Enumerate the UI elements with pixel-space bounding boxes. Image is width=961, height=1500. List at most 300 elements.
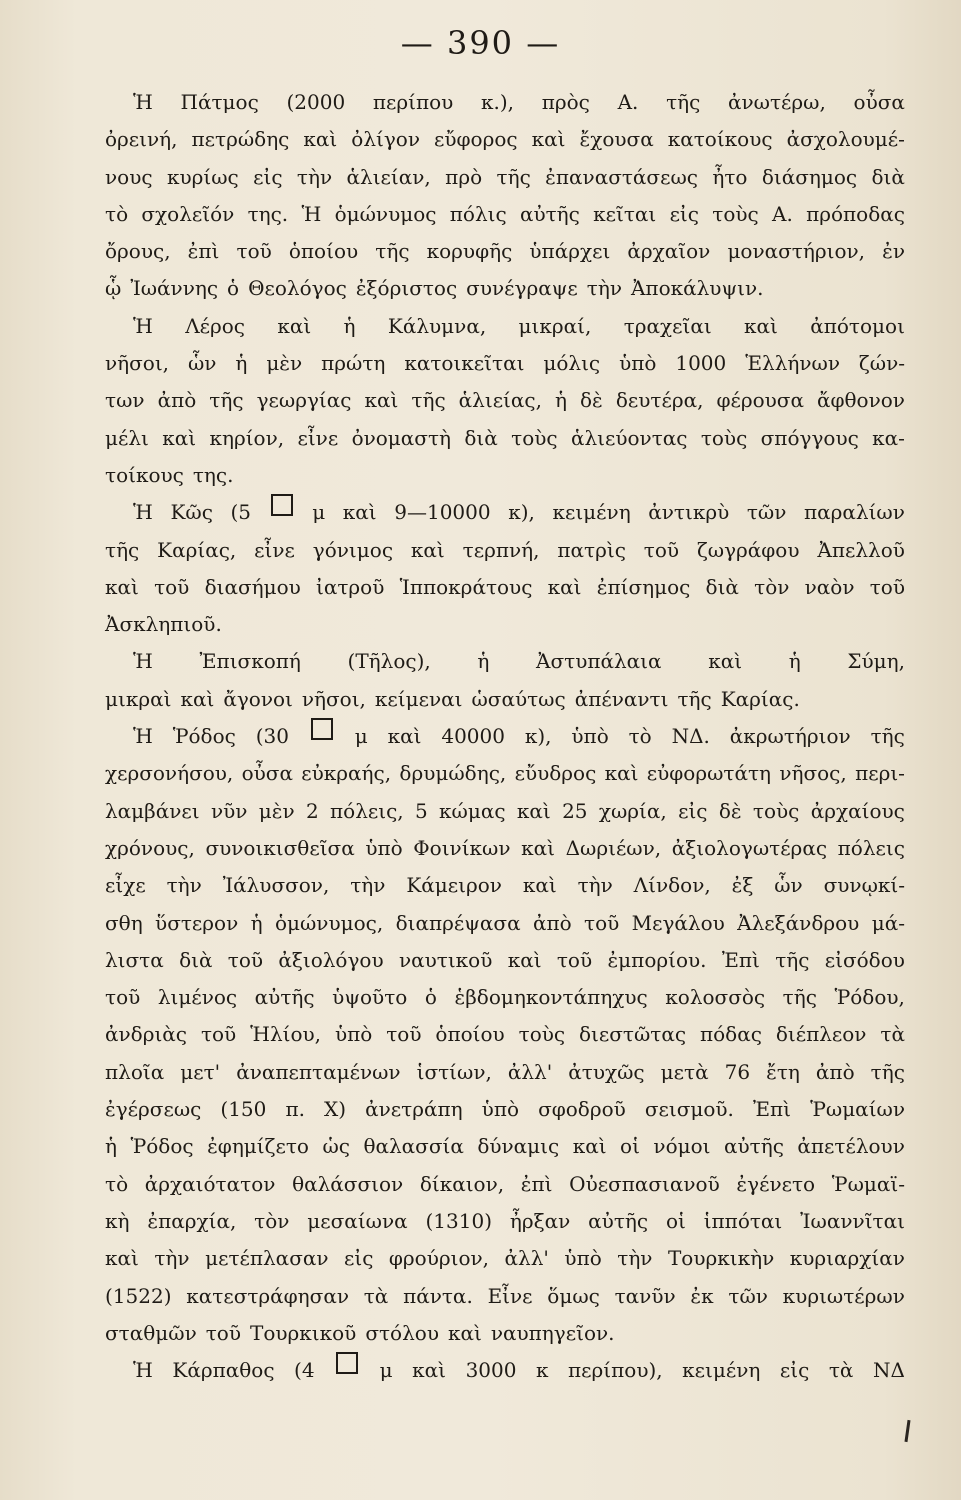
text-line <box>105 1240 905 1277</box>
text-line <box>105 1054 905 1091</box>
word: ὧν <box>774 873 803 898</box>
word: πόλις <box>449 201 507 226</box>
word: ὡσαύτως <box>471 686 566 711</box>
word: κώμας <box>439 798 506 823</box>
text-line <box>105 942 905 979</box>
word: τῆς <box>775 947 810 972</box>
word: λαμβάνει <box>105 798 200 823</box>
word: ᾧ <box>105 276 122 301</box>
word: 1000 <box>675 351 727 376</box>
word: Ἀστυπάλαια <box>536 649 662 674</box>
word: ὧν <box>187 351 217 376</box>
word: ἡ <box>788 649 801 674</box>
word: καὶ <box>303 127 338 152</box>
word: τὸν <box>254 1208 290 1233</box>
word: οἱ <box>665 1208 686 1233</box>
word: εἰς <box>344 1246 374 1271</box>
word: εἰς <box>669 201 699 226</box>
word: (4 <box>294 1358 315 1383</box>
word: Α. <box>772 201 793 226</box>
text-line <box>105 159 905 196</box>
word: καὶ <box>744 313 778 338</box>
word: ἐμπορίου. <box>607 947 707 972</box>
word: κ), <box>508 500 535 525</box>
word: καὶ <box>447 1320 482 1345</box>
word: Οὐεσπασιανοῦ <box>569 1171 720 1196</box>
word: Καρίας, <box>157 537 237 562</box>
word: Μεγάλου <box>631 910 725 935</box>
word: φέρουσα <box>716 388 804 413</box>
word: τῆς <box>870 1059 905 1084</box>
text-line <box>105 1315 905 1352</box>
word: συνοικισθεῖσα <box>205 835 355 860</box>
text-line <box>105 830 905 867</box>
word: Δωριέων, <box>565 835 662 860</box>
word: κα- <box>872 425 905 450</box>
word: Κάρπαθος <box>172 1358 275 1383</box>
word: ἦτο <box>712 164 748 189</box>
word: Ἡ <box>133 313 153 338</box>
word: πρὸ <box>445 164 483 189</box>
word: Ἡ <box>133 500 153 525</box>
word: μ <box>312 500 326 525</box>
text-line <box>105 457 905 494</box>
word: καὶ <box>105 574 139 599</box>
word: ἀρχαῖον <box>627 239 711 264</box>
word: περίπου <box>372 90 454 114</box>
word: Ἐπισκοπή <box>199 649 301 674</box>
word: θαλασσία <box>363 1134 464 1159</box>
word: λιστα <box>105 947 164 972</box>
word: δίκαιον, <box>419 1171 505 1196</box>
word: πάντα. <box>403 1283 473 1308</box>
word: τῆς <box>666 90 701 114</box>
text-line <box>105 1128 905 1165</box>
word: τοῦ <box>386 1022 422 1047</box>
word: ἀπότομοι <box>810 313 905 338</box>
word: ἀξιολογωτέρας <box>671 835 828 860</box>
word: ἡ <box>477 649 490 674</box>
word: Ἡ <box>301 201 322 226</box>
word: τῆς <box>105 537 140 562</box>
word: τὴν <box>350 873 386 898</box>
word: σπόγγους <box>760 425 859 450</box>
word: (Τῆλος), <box>347 649 431 674</box>
word: ΝΔ <box>872 1358 905 1383</box>
word: καὶ <box>412 1358 447 1383</box>
text-line <box>105 532 905 569</box>
word: διεστῶτας <box>579 1022 687 1047</box>
word: καὶ <box>522 873 557 898</box>
word: Ἀποκάλυψιν. <box>630 276 764 301</box>
word: μά- <box>871 910 905 935</box>
word: ἡ <box>235 351 248 376</box>
word: ὄρους, <box>105 239 171 264</box>
word: Πάτμος <box>180 90 259 114</box>
word: Ἡ <box>133 1358 153 1383</box>
word: τῆς <box>782 985 817 1010</box>
word: τῆς <box>375 239 410 264</box>
word: τὴν <box>296 164 333 189</box>
body-text <box>105 84 905 1389</box>
word: γόνιμος <box>312 537 394 562</box>
word: μεσαίωνα <box>307 1208 408 1233</box>
word: καὶ <box>342 500 377 525</box>
word: κ), <box>524 724 552 749</box>
word: ἁλιείαν, <box>346 164 431 189</box>
word: οὖσα <box>853 90 905 114</box>
word: οἱ <box>620 1134 640 1159</box>
word: γεωργίας <box>256 388 352 413</box>
word: Χ) <box>324 1097 347 1122</box>
word: ἀξιολόγου <box>278 947 384 972</box>
word: ὁ <box>424 985 437 1010</box>
word: πετρώδης <box>191 127 290 152</box>
word: ἐγέρσεως <box>105 1097 202 1122</box>
word: χρόνους, <box>105 835 195 860</box>
word: Ἐπὶ <box>721 947 760 972</box>
word: κ.), <box>481 90 515 114</box>
word: τῶν <box>746 500 787 525</box>
word: περι- <box>855 761 905 786</box>
word: ἀπὸ <box>815 1059 855 1084</box>
word: διὰ <box>179 947 213 972</box>
word: Λίνδον, <box>633 873 711 898</box>
word: τὴν <box>586 276 622 301</box>
word: αὐτῆς <box>588 1208 649 1233</box>
word: ὡς <box>322 1134 350 1159</box>
word: ὑπὸ <box>619 351 657 376</box>
word: 25 <box>562 798 588 823</box>
word: τὸν <box>754 574 790 599</box>
word: τοὺς <box>511 425 558 450</box>
word: κειμένη <box>682 1358 761 1383</box>
word: τοῦ <box>205 1320 241 1345</box>
word: οὖσα <box>241 761 293 786</box>
word: Ἀλεξάνδρου <box>737 910 860 935</box>
word: χερσονήσου, <box>105 761 234 786</box>
word: εὐφορωτάτη <box>646 761 772 786</box>
word: κυριαρχίαν <box>789 1246 905 1271</box>
word: εἶχε <box>105 873 146 898</box>
text-line <box>105 793 905 830</box>
word: κ <box>536 1358 549 1383</box>
word: τῆς <box>870 724 905 749</box>
word: τῆς <box>496 164 531 189</box>
word: καὶ <box>531 127 566 152</box>
word: ἡ <box>555 388 567 413</box>
word: τοῦ <box>869 574 905 599</box>
word: ἐφημίζετο <box>207 1134 309 1159</box>
word: εἰς <box>779 1358 810 1383</box>
word: ἔχουσα <box>579 127 654 152</box>
word: καὶ <box>547 574 582 599</box>
word: συνέγραψε <box>466 276 578 301</box>
word: Ἰωαννῖται <box>800 1208 905 1233</box>
word: τερπνή, <box>462 537 540 562</box>
word: (1522) <box>105 1283 172 1308</box>
text-line <box>105 1203 905 1240</box>
word: (5 <box>230 500 252 525</box>
word: πρώτη <box>321 351 386 376</box>
word: Τουρκικοῦ <box>250 1320 357 1345</box>
word: (1310) <box>425 1208 493 1233</box>
text-line <box>105 755 905 792</box>
word: καὶ <box>507 947 542 972</box>
word: καὶ <box>277 313 312 338</box>
word: ὕστερον <box>155 910 239 935</box>
word: Ῥόδου, <box>834 985 905 1010</box>
word: Ῥωμαίων <box>810 1097 905 1122</box>
word: ἐπὶ <box>520 1171 553 1196</box>
word: διέπλεον <box>775 1022 867 1047</box>
word: τὴν <box>577 873 613 898</box>
word: αὐτῆς <box>519 201 580 226</box>
word: ὑπὸ <box>571 724 609 749</box>
word: Κῶς <box>170 500 213 525</box>
word: δευτέρα, <box>615 388 704 413</box>
word: μὲν <box>258 798 295 823</box>
word: Ἰάλυσσον, <box>222 873 330 898</box>
word: Α. <box>617 90 639 114</box>
word: εἶνε <box>254 537 295 562</box>
word: μ <box>379 1358 393 1383</box>
word: ἀλλ' <box>507 1059 553 1084</box>
word: πόλεις <box>837 835 905 860</box>
word: ἑβδομηκοντάπηχυς <box>454 985 648 1010</box>
word: τὸ <box>105 201 129 226</box>
word: Ἐπὶ <box>752 1097 792 1122</box>
word: τὴν <box>154 1246 190 1271</box>
word: τοῦ <box>643 537 680 562</box>
word: κειμένη <box>552 500 631 525</box>
text-line <box>105 1016 905 1053</box>
word: τοῦ <box>105 985 141 1010</box>
text-line <box>105 196 905 233</box>
word: κεῖται <box>593 201 657 226</box>
word: μ <box>354 724 368 749</box>
word: χωρία, <box>598 798 667 823</box>
text-line <box>105 606 905 643</box>
word: καὶ <box>410 537 445 562</box>
word: τοίκους <box>105 462 184 487</box>
word: τοῦ <box>154 574 190 599</box>
word: Θεολόγος <box>248 276 347 301</box>
word: ὁποίου <box>435 1022 505 1047</box>
word: ὑπάρχει <box>529 239 611 264</box>
word: τὸ <box>628 724 652 749</box>
word: ναυτικοῦ <box>398 947 493 972</box>
word: τοὺς <box>518 1022 566 1047</box>
word: καὶ <box>105 1246 139 1271</box>
word: σταθμῶν <box>105 1320 197 1345</box>
word: τοῦ <box>584 910 620 935</box>
word: πόλεις, <box>330 798 404 823</box>
word: μοναστήριον, <box>727 239 865 264</box>
word: (2000 <box>286 90 346 114</box>
word: διὰ <box>871 164 905 189</box>
word: σθη <box>105 910 143 935</box>
word: Τουρκικὴν <box>667 1246 775 1271</box>
word: ὁμώνυμος <box>334 201 437 226</box>
word: σεισμοῦ. <box>644 1097 734 1122</box>
word: πατρὶς <box>557 537 626 562</box>
word: δὲ <box>718 798 742 823</box>
word: κατοίκους <box>667 127 773 152</box>
word: ἀνωτέρω, <box>728 90 826 114</box>
word: ἡ <box>250 910 263 935</box>
word: εὔυδρος <box>514 761 597 786</box>
word: καὶ <box>521 835 555 860</box>
word: νους <box>105 164 153 189</box>
word: εἰς <box>678 798 708 823</box>
word: ἀλλ' <box>504 1246 549 1271</box>
word: ὁ <box>227 276 240 301</box>
word: πρὸς <box>541 90 590 114</box>
word: Ἀπελλοῦ <box>817 537 905 562</box>
word: ὀνομαστὴ <box>351 425 452 450</box>
word: τῶν <box>728 1283 768 1308</box>
word: ὑπὸ <box>365 835 403 860</box>
word: τανῦν <box>614 1283 676 1308</box>
word: τοὺς <box>712 201 759 226</box>
word: τοὺς <box>700 425 748 450</box>
word: σχολεῖόν <box>141 201 235 226</box>
word: τῆς <box>209 388 244 413</box>
word: κηρίον, <box>209 425 285 450</box>
word: εἰς <box>253 164 283 189</box>
text-line <box>105 1166 905 1203</box>
word: δὲ <box>580 388 603 413</box>
word: τῆς <box>411 388 446 413</box>
word: κὴ <box>105 1208 130 1233</box>
word: νῆσος, <box>779 761 847 786</box>
word: π. <box>285 1097 305 1122</box>
word: (150 <box>220 1097 267 1122</box>
word: μὲν <box>266 351 303 376</box>
word: ἄφθονον <box>816 388 905 413</box>
word: λιμένος <box>157 985 238 1010</box>
word: καὶ <box>180 686 215 711</box>
word: διὰ <box>705 574 739 599</box>
word: καὶ <box>708 649 743 674</box>
word: μικραὶ <box>105 686 172 711</box>
text-line <box>105 1352 905 1389</box>
text-line <box>105 121 905 158</box>
word: της. <box>247 201 289 226</box>
word: ὑπὸ <box>334 1022 373 1047</box>
word: ὑψοῦτο <box>332 985 408 1010</box>
word: ἄγονοι <box>223 686 293 711</box>
word: των <box>105 388 145 413</box>
word: αὐτῆς <box>254 985 315 1010</box>
word: ἀρχαίους <box>810 798 905 823</box>
word: μέλι <box>105 425 149 450</box>
text-line <box>105 681 905 718</box>
word: καὶ <box>387 724 422 749</box>
word: ζωγράφου <box>696 537 800 562</box>
word: τὰ <box>363 1283 389 1308</box>
word: ἐκ <box>690 1283 714 1308</box>
print-mark <box>904 1420 910 1442</box>
word: στόλου <box>365 1320 439 1345</box>
word: νόμοι <box>653 1134 711 1159</box>
word: εὐκραής, <box>301 761 392 786</box>
word: θαλάσσιον <box>292 1171 404 1196</box>
text-line <box>105 233 905 270</box>
word: Εἶνε <box>487 1283 533 1308</box>
word: ἐπὶ <box>187 239 220 264</box>
word: ἡ <box>105 1134 117 1159</box>
word: ἐπίσημος <box>596 574 691 599</box>
word: ἀτυχῶς <box>568 1059 645 1084</box>
square-measure-symbol <box>269 494 295 531</box>
word: Ῥωμαϊ- <box>831 1171 905 1196</box>
word: ἀναπεπταμένων <box>236 1059 401 1084</box>
word: 5 <box>414 798 428 823</box>
word: ἱππόται <box>703 1208 783 1233</box>
text-line <box>105 494 905 531</box>
text-line <box>105 420 905 457</box>
word: σφοδροῦ <box>538 1097 626 1122</box>
word: 76 <box>724 1059 751 1084</box>
word: νῆσοι, <box>301 686 366 711</box>
word: πρόποδας <box>806 201 905 226</box>
text-line <box>105 1278 905 1315</box>
page-number: — 390 — <box>400 24 561 62</box>
text-line <box>105 84 905 121</box>
text-line <box>105 1091 905 1128</box>
text-line <box>105 382 905 419</box>
word: ἁλιεύοντας <box>570 425 688 450</box>
word: ναὸν <box>804 574 855 599</box>
word: καὶ <box>516 798 551 823</box>
word: ὁποίου <box>288 239 359 264</box>
word: εὔφορος <box>434 127 518 152</box>
word: ἡ <box>343 313 356 338</box>
word: ἀντικρὺ <box>648 500 730 525</box>
word: Καρίας. <box>720 686 800 711</box>
word: καὶ <box>162 425 197 450</box>
word: μόλις <box>543 351 601 376</box>
word: κολοσσὸς <box>665 985 766 1010</box>
word: περίπου), <box>568 1358 663 1383</box>
word: κείμεναι <box>374 686 463 711</box>
word: 3000 <box>465 1358 517 1383</box>
word: τὰ <box>880 1022 905 1047</box>
word: νῆσοι, <box>105 351 170 376</box>
word: τοῦ <box>236 239 272 264</box>
word: μετὰ <box>660 1059 709 1084</box>
text-line <box>105 345 905 382</box>
word: Λέρος <box>185 313 245 338</box>
word: ἐπαναστάσεως <box>545 164 698 189</box>
word: 2 <box>305 798 319 823</box>
word: φρούριον, <box>388 1246 490 1271</box>
word: συνῳκί- <box>823 873 905 898</box>
word: Κάμειρον <box>406 873 502 898</box>
word: κυριωτέρων <box>782 1283 905 1308</box>
word: Σύμη, <box>847 649 905 674</box>
word: ζών- <box>858 351 905 376</box>
word: Ἡ <box>133 724 153 749</box>
word: τὰ <box>828 1358 854 1383</box>
word: ὀλίγον <box>351 127 420 152</box>
word: Ἀσκληπιοῦ. <box>105 612 222 637</box>
word: της. <box>192 462 234 487</box>
word: εἶνε <box>297 425 339 450</box>
word: ἁλιείας, <box>458 388 542 413</box>
